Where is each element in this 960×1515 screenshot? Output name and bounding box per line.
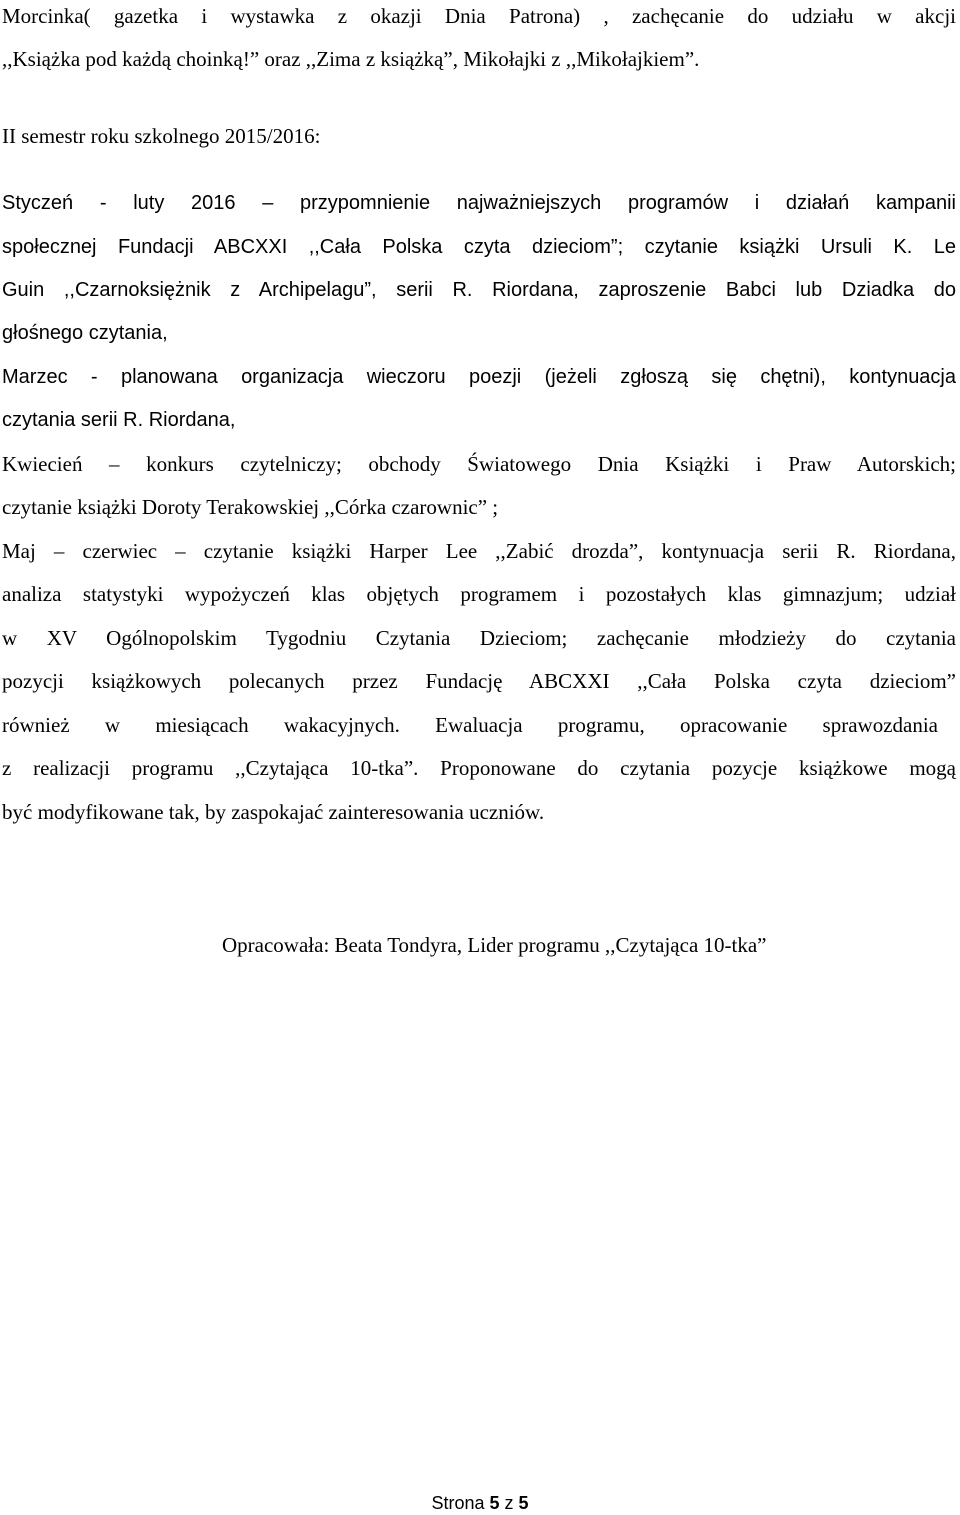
body-line-1: Morcinka( gazetka i wystawka z okazji Dnia Patrona) , zachęcanie do udziału w akcji (2, 4, 956, 28)
body-line-13: analiza statystyki wypożyczeń klas objętych programem i pozostałych klas gimnazjum; udział (2, 582, 956, 606)
body-line-18: być modyfikowane tak, by zaspokajać zainteresowania uczniów. (2, 800, 545, 824)
body-line-12: Maj – czerwiec – czytanie książki Harper Lee ,,Zabić drozda”, kontynuacja serii R. Riordana, (2, 539, 956, 563)
footer-prefix: Strona (431, 1493, 485, 1513)
body-line-9: czytania serii R. Riordana, (2, 409, 236, 431)
body-line-14: w XV Ogólnopolskim Tygodniu Czytania Dzieciom; zachęcanie młodzieży do czytania (2, 626, 956, 650)
body-line-8: Marzec - planowana organizacja wieczoru poezji (jeżeli zgłoszą się chętni), kontynuacja (2, 366, 956, 388)
body-line-5: społecznej Fundacji ABCXXI ,,Cała Polska czyta dzieciom”; czytanie książki Ursuli K. Le (2, 236, 956, 258)
body-line-6: Guin ,,Czarnoksiężnik z Archipelagu”, serii R. Riordana, zaproszenie Babci lub Dziadka do (2, 279, 956, 301)
body-line-10: Kwiecień – konkurs czytelniczy; obchody Światowego Dnia Książki i Praw Autorskich; (2, 452, 956, 476)
body-line-17: z realizacji programu ,,Czytająca 10-tka”. Proponowane do czytania pozycje książkowe mogą (2, 756, 956, 780)
footer-separator: z (504, 1493, 514, 1513)
body-line-4: Styczeń - luty 2016 – przypomnienie najważniejszych programów i działań kampanii (2, 192, 956, 214)
body-line-16: również w miesiącach wakacyjnych. Ewaluacja programu, opracowanie sprawozdania (2, 713, 938, 737)
body-line-2: ,,Książka pod każdą choinką!” oraz ,,Zima z książką”, Mikołajki z ,,Mikołajkiem”. (2, 47, 700, 71)
signature: Opracowała: Beata Tondyra, Lider programu ,,Czytająca 10-tka” (222, 933, 767, 957)
footer-page-number: 5 (489, 1493, 500, 1513)
footer-total-pages: 5 (518, 1493, 529, 1513)
page-footer (0, 1492, 960, 1514)
body-line-7: głośnego czytania, (2, 322, 168, 344)
body-line-11: czytanie książki Doroty Terakowskiej ,,Córka czarownic” ; (2, 495, 499, 519)
semester-heading: II semestr roku szkolnego 2015/2016: (2, 124, 321, 148)
body-line-15: pozycji książkowych polecanych przez Fundację ABCXXI ,,Cała Polska czyta dzieciom” (2, 669, 956, 693)
